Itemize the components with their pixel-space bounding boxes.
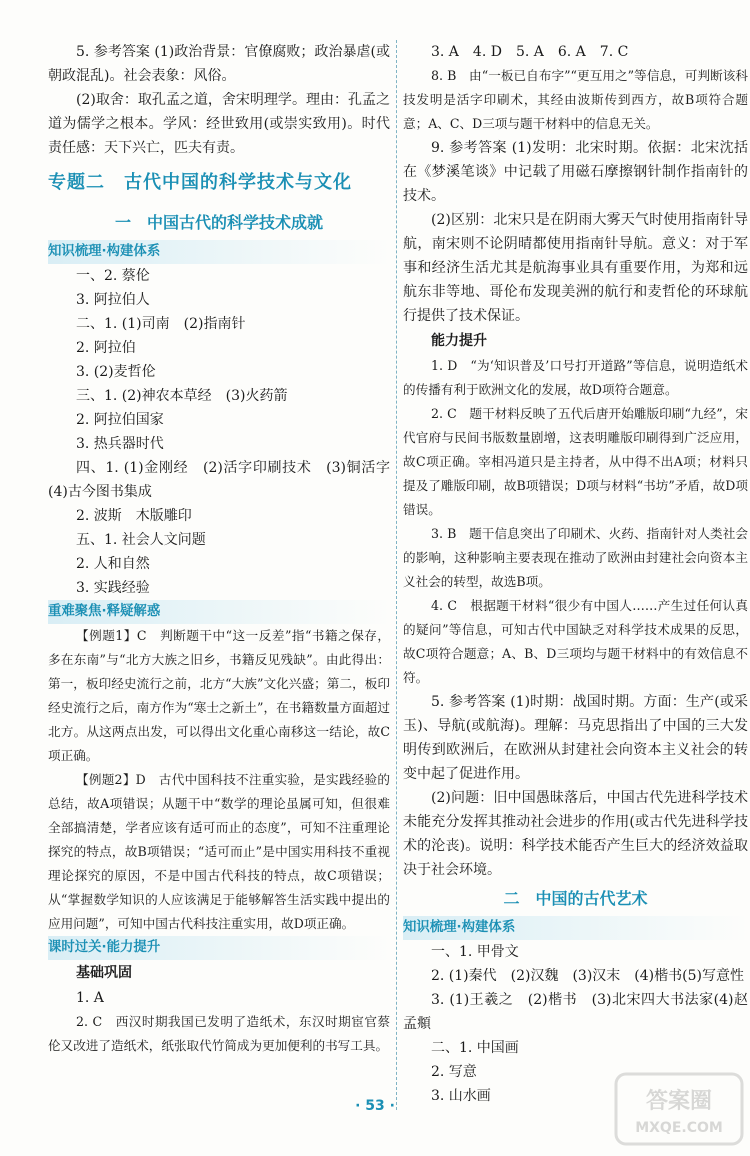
watermark-icon (614, 1070, 744, 1148)
ability-answer-2: 2. C 题干材料反映了五代后唐开始雕版印刷“九经”，宋代官府与民间书版数量剧增，这表明雕版印刷得到广泛应用，故C项正确。宰相冯道只是主持者，从中得不出A项；材料只提及了雕版印刷，故B项错误；D项与材料“书坊”矛盾，故D项错误。 (403, 406, 748, 517)
knowledge-line: 五、1. 社会人文问题 (76, 532, 206, 548)
watermark-logo (614, 1070, 744, 1148)
art-line: 3. 山水画 (431, 1088, 491, 1104)
ability-answer-4: 4. C 根据题干材料“很少有中国人……产生过任何认真的疑问”等信息，可知古代中国缺乏对科学技术成果的反思，故C项符合题意；A、B、D三项均与题干材料中的有效信息不符。 (403, 598, 748, 685)
answer-9-part1: 9. 参考答案 (1)发明：北宋时期。依据：北宋沈括在《梦溪笔谈》中记载了用磁石摩擦钢针制作指南针的技术。 (403, 140, 748, 204)
topic-title: 专题二 古代中国的科学技术与文化 (48, 172, 352, 193)
section-title-2: 二 中国的古代艺术 (503, 889, 648, 908)
example-2: 【例题2】D 古代中国科技不注重实验，是实践经验的总结，故A项错误；从题干中“数学的理论虽属可知，但很难全部搞清楚，学者应该有适可而止的态度”，可知不注重理论探究的特点，故B项错误；“适可而止”是中国实用科技不重视理论探究的原因，不是中国古代科技的特点，故C项错误；从“掌握数学知识的人应该满足于能够解答生活实践中提出的应用问题”，可知中国古代科技注重实用，故D项正确。 (48, 772, 390, 931)
band-knowledge-2: 知识梳理·构建体系 (403, 916, 748, 940)
knowledge-line: 3. (2)麦哲伦 (76, 364, 156, 380)
knowledge-line: 3. 阿拉伯人 (76, 292, 150, 308)
knowledge-line: 2. 阿拉伯国家 (76, 412, 164, 428)
knowledge-line: 二、1. (1)司南 (2)指南针 (76, 316, 246, 332)
knowledge-line: 一、2. 蔡伦 (76, 268, 150, 284)
knowledge-line: 三、1. (2)神农本草经 (3)火药箭 (76, 388, 288, 404)
ability-answer-1: 1. D “为‘知识普及’口号打开道路”等信息，说明造纸术的传播有利于欧洲文化的发展，故D项符合题意。 (403, 358, 748, 397)
ability-answer-5-part2: (2)问题：旧中国愚昧落后，中国古代先进科学技术未能充分发挥其推动社会进步的作用(或古代先进科学技术的沦丧)。说明：科学技术能否产生巨大的经济效益取决于社会环境。 (403, 790, 748, 878)
knowledge-line: 2. 阿拉伯 (76, 340, 136, 356)
band-knowledge: 知识梳理·构建体系 (48, 240, 390, 264)
svg-text:MXQE.COM: MXQE.COM (635, 1120, 723, 1136)
knowledge-line: 2. 人和自然 (76, 556, 150, 572)
example-1: 【例题1】C 判断题干中“这一反差”指“书籍之保存，多在东南”与“北方大族之旧乡，书籍反见残缺”。由此得出：第一，板印经史流行之前，北方“大族”文化兴盛；第二，板印经史流行之后，南方作为“寒士之新土”，在书籍数量方面超过北方。从这两点出发，可以得出文化重心南移这一结论，故C项正确。 (48, 628, 390, 763)
knowledge-line: 四、1. (1)金刚经 (2)活字印刷技术 (3)铜活字 (4)古今图书集成 (48, 460, 404, 500)
left-column (48, 40, 404, 1058)
answer-8: 8. B 由“一板已自布字”“更互用之”等信息，可判断该科技发明是活字印刷术，其经由波斯传到西方，故B项符合题意；A、C、D三项与题干材料中的信息无关。 (403, 68, 748, 131)
page-number: · 53 · (355, 1098, 395, 1114)
answer-5-part1: 5. 参考答案 (1)政治背景：官僚腐败；政治暴虐(或朝政混乱)。社会表象：风俗。 (48, 44, 390, 84)
ability-answer-5-part1: 5. 参考答案 (1)时期：战国时期。方面：生产(或采玉)、导航(或航海)。理解：马克思指出了中国的三大发明传到欧洲后，在欧洲从封建社会向资本主义社会的转变中起了促进作用。 (403, 694, 748, 782)
knowledge-line: 3. 实践经验 (76, 580, 150, 596)
section-title-1: 一 中国古代的科学技术成就 (114, 213, 323, 232)
knowledge-line: 3. 热兵器时代 (76, 436, 164, 452)
answer-9-part2: (2)区别：北宋只是在阴雨大雾天气时使用指南针导航，南宋则不论阴晴都使用指南针导航。意义：对于军事和经济生活尤其是航海事业具有重要作用，为郑和远航东非等地、哥伦布发现美洲的航行和麦哲伦的环球航行提供了技术保证。 (403, 212, 748, 324)
art-line: 二、1. 中国画 (431, 1040, 519, 1056)
subhead-basic: 基础巩固 (76, 965, 132, 981)
art-line: 一、1. 甲骨文 (431, 944, 519, 960)
column-divider (396, 40, 397, 1110)
basic-answer-1: 1. A (76, 990, 104, 1006)
subhead-ability: 能力提升 (431, 333, 487, 349)
answers-3-7: 3. A 4. D 5. A 6. A 7. C (431, 44, 629, 60)
basic-answer-2: 2. C 西汉时期我国已发明了造纸术，东汉时期宦官蔡伦又改进了造纸术，纸张取代竹简成为更加便利的书写工具。 (48, 1014, 390, 1053)
art-line: 2. (1)秦代 (2)汉魏 (3)汉末 (4)楷书(5)写意性 (431, 968, 744, 984)
knowledge-line: 2. 波斯 木版雕印 (76, 508, 192, 524)
answer-5-part2: (2)取舍：取孔孟之道，舍宋明理学。理由：孔孟之道为儒学之根本。学风：经世致用(或崇实致用)。时代责任感：天下兴亡，匹夫有责。 (48, 92, 390, 156)
ability-answer-3: 3. B 题干信息突出了印刷术、火药、指南针对人类社会的影响，这种影响主要表现在推动了欧洲由封建社会向资本主义社会的转型，故选B项。 (403, 526, 748, 589)
art-line: 3. (1)王羲之 (2)楷书 (3)北宋四大书法家(4)赵孟頫 (403, 992, 748, 1032)
svg-text:答案圈: 答案圈 (645, 1089, 713, 1114)
right-column (403, 40, 748, 1108)
art-line: 2. 写意 (431, 1064, 477, 1080)
band-lesson: 课时过关·能力提升 (48, 936, 390, 960)
band-focus: 重难聚焦·释疑解惑 (48, 600, 390, 624)
